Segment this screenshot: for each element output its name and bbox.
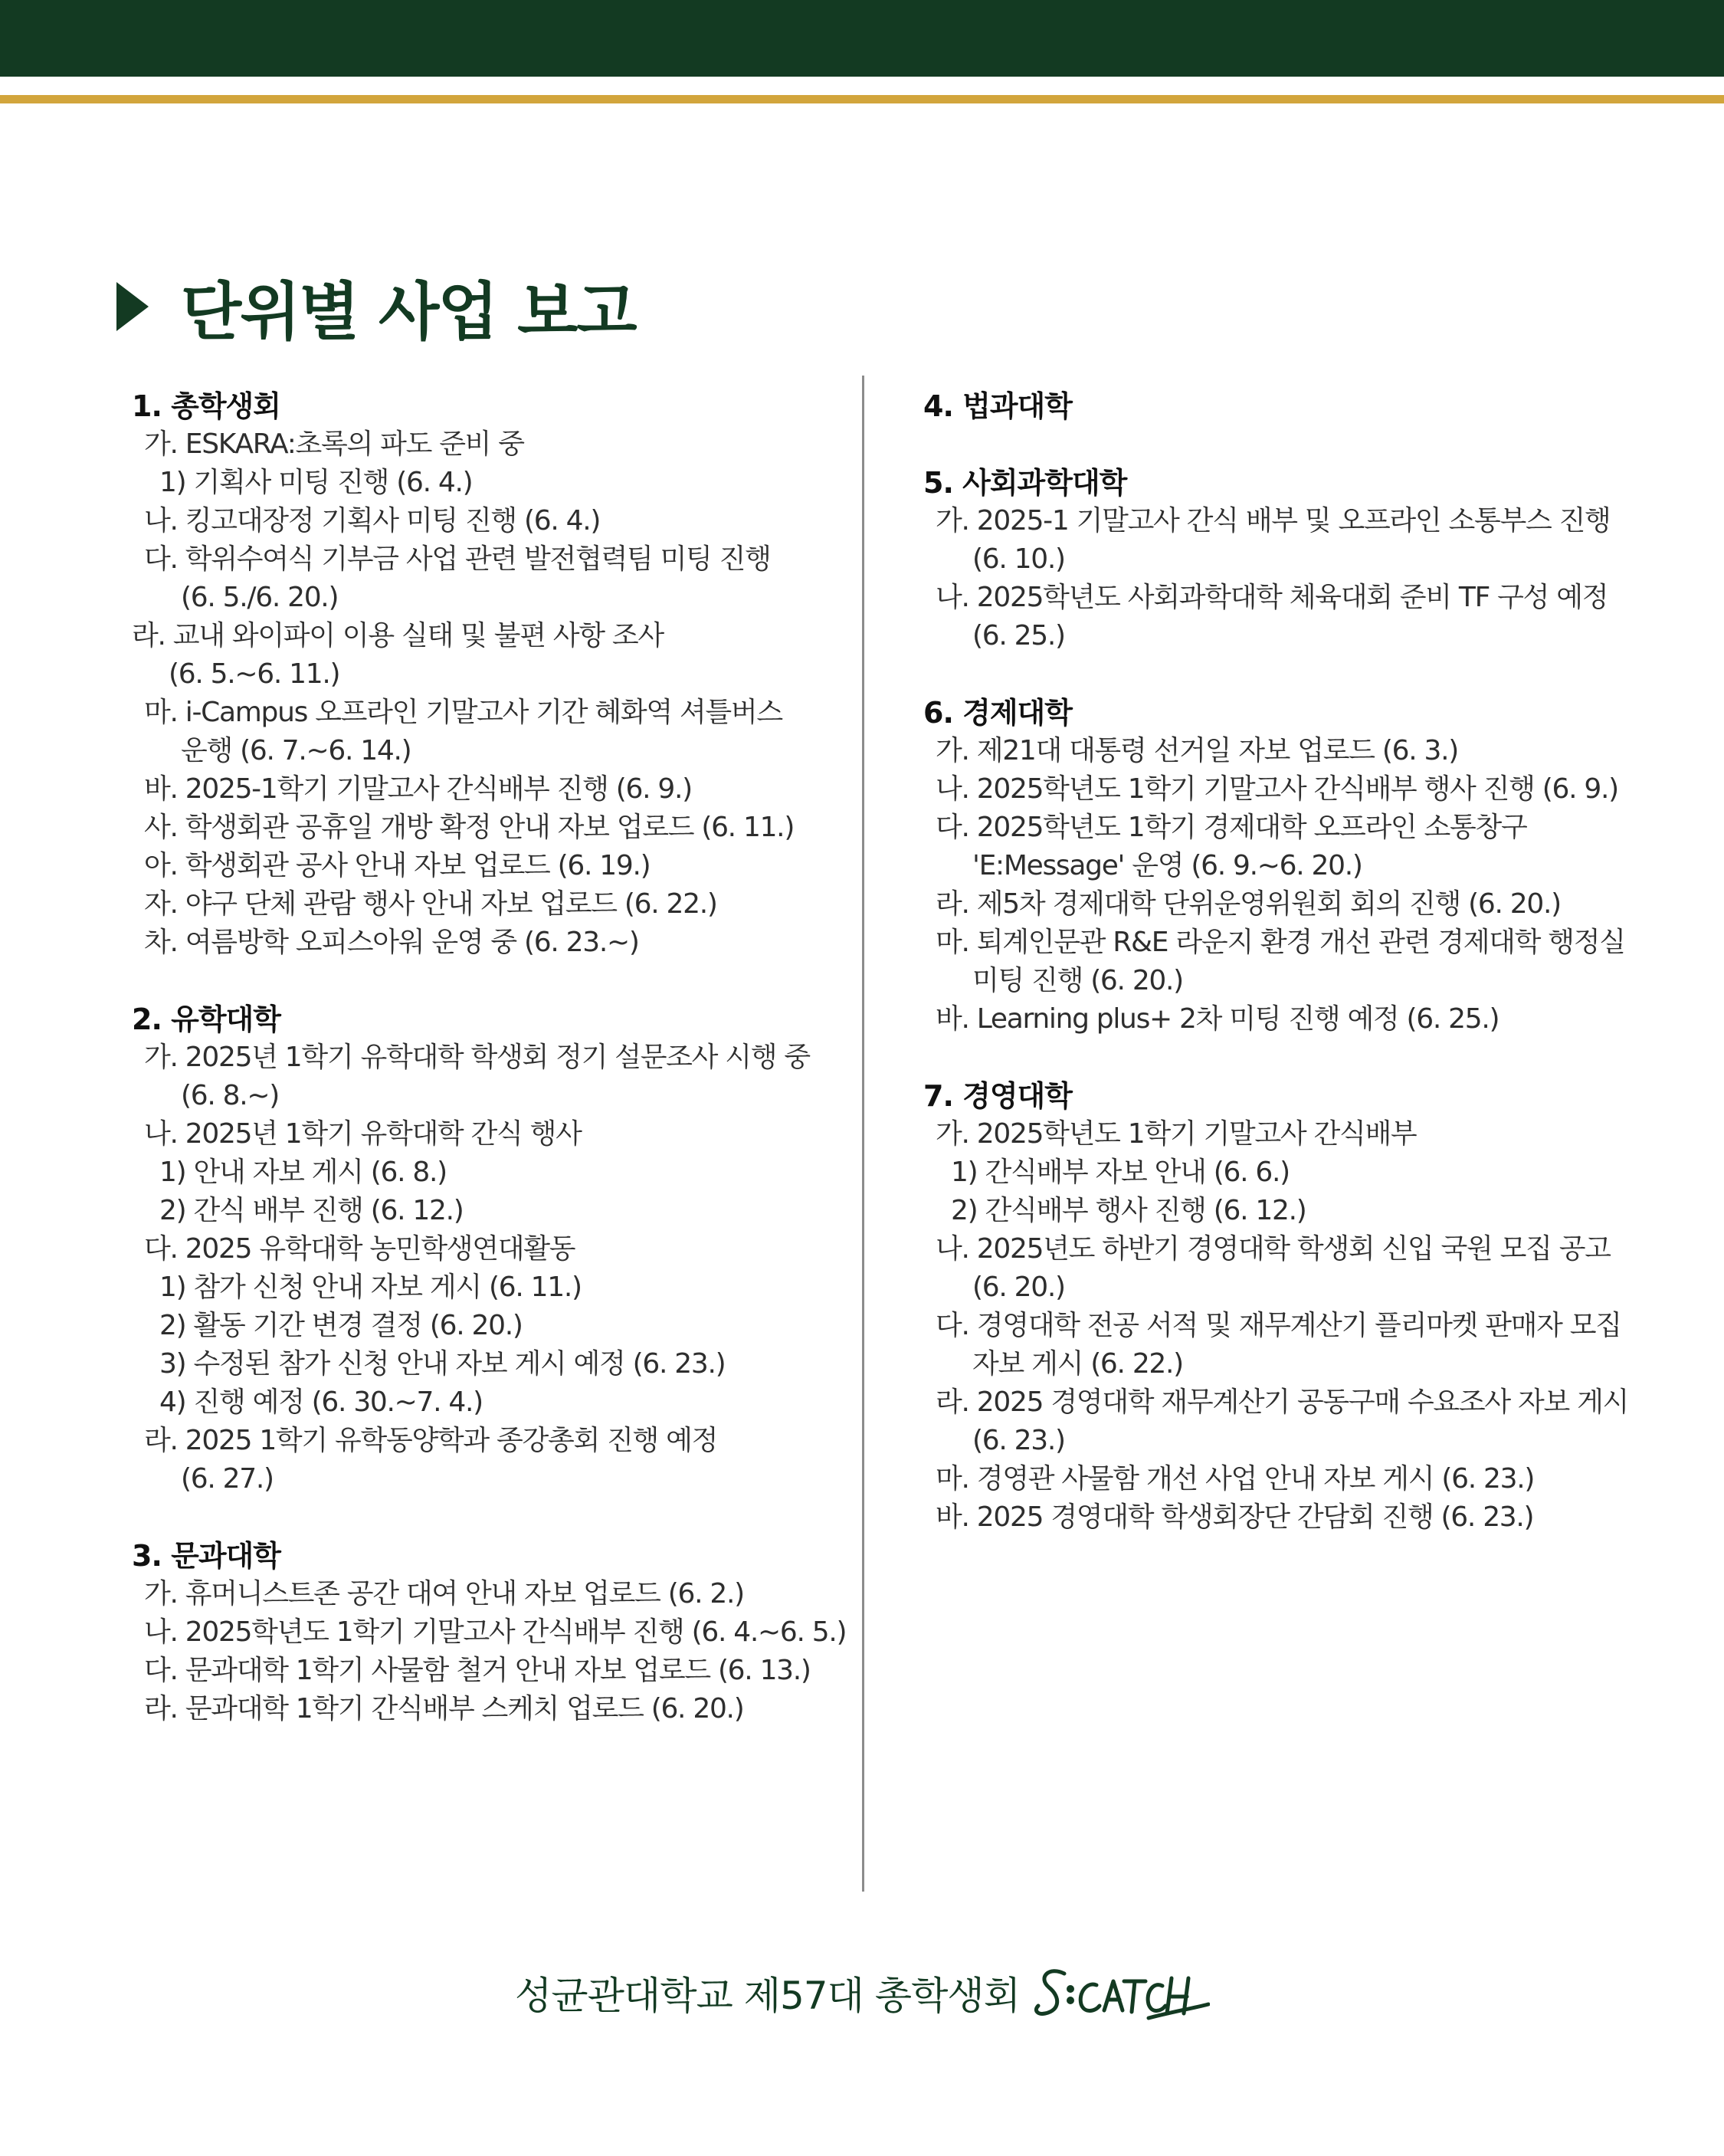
report-item-text: 다. 문과대학 1학기 사물함 철거 안내 자보 업로드 (6. 13.): [144, 1655, 811, 1686]
report-item: [132, 464, 852, 502]
report-item-text: 가. 제21대 대통령 선거일 자보 업로드 (6. 3.): [936, 735, 1459, 766]
scatch-logo: [1034, 1958, 1210, 2027]
report-item: [923, 809, 1697, 885]
report-item-text: 가. 2025학년도 1학기 기말고사 간식배부: [936, 1118, 1417, 1150]
report-item-text: 2) 간식 배부 진행 (6. 12.): [159, 1195, 464, 1226]
report-item: [132, 809, 852, 847]
left-column: [132, 387, 852, 1767]
report-item: [923, 732, 1697, 770]
report-item-text: 라. 2025 1학기 유학동양학과 종강총회 진행 예정: [144, 1425, 718, 1456]
section-title: 5. 사회과학대학: [923, 466, 1127, 500]
report-item: [132, 1268, 852, 1307]
report-item-continuation: (6. 10.): [972, 543, 1065, 575]
report-item-text: 아. 학생회관 공사 안내 자보 업로드 (6. 19.): [144, 850, 651, 881]
report-item-text: 2) 간식배부 행사 진행 (6. 12.): [951, 1195, 1306, 1226]
report-item-continuation: (6. 27.): [181, 1463, 274, 1495]
report-item: [923, 885, 1697, 924]
header-band: [0, 0, 1724, 77]
report-item: [923, 1498, 1697, 1537]
report-item: [132, 1652, 852, 1690]
report-item: [132, 1230, 852, 1268]
report-item-text: 다. 2025학년도 1학기 경제대학 오프라인 소통창구: [936, 812, 1527, 843]
report-item-continuation: (6. 25.): [972, 620, 1065, 651]
report-item: [132, 1383, 852, 1422]
report-item-continuation: (6. 5.~6. 11.): [169, 658, 340, 690]
report-section: [132, 1537, 852, 1728]
header-accent-line: [0, 95, 1724, 103]
report-item-text: 3) 수정된 참가 신청 안내 자보 게시 예정 (6. 23.): [159, 1348, 726, 1380]
section-title: 3. 문과대학: [132, 1539, 280, 1573]
section-title: 6. 경제대학: [923, 696, 1072, 730]
report-item-text: 가. ESKARA:초록의 파도 준비 중: [144, 428, 524, 460]
report-item: [132, 847, 852, 885]
report-item-continuation: (6. 23.): [972, 1425, 1065, 1456]
footer: [515, 1958, 1210, 2027]
report-item: [132, 502, 852, 540]
report-item: [132, 924, 852, 962]
report-item: [923, 502, 1697, 579]
report-item-continuation: 'E:Message' 운영 (6. 9.~6. 20.): [972, 850, 1362, 881]
report-item: [923, 1230, 1697, 1307]
section-title: 7. 경영대학: [923, 1079, 1072, 1113]
report-section: [132, 1000, 852, 1498]
report-item: [132, 770, 852, 809]
report-item-continuation: (6. 20.): [972, 1272, 1065, 1303]
report-item: [132, 1575, 852, 1613]
column-divider: [862, 376, 864, 1892]
report-item: [132, 1115, 852, 1153]
report-section: [923, 464, 1697, 655]
report-item: [132, 1422, 852, 1498]
report-section: [132, 387, 852, 962]
report-item-text: 1) 안내 자보 게시 (6. 8.): [159, 1157, 447, 1188]
report-item-text: 4) 진행 예정 (6. 30.~7. 4.): [159, 1386, 483, 1418]
report-section: [923, 1077, 1697, 1537]
report-item-text: 다. 학위수여식 기부금 사업 관련 발전협력팀 미팅 진행: [144, 543, 771, 575]
report-item-text: 바. Learning plus+ 2차 미팅 진행 예정 (6. 25.): [936, 1003, 1499, 1035]
report-item-text: 라. 2025 경영대학 재무계산기 공동구매 수요조사 자보 게시: [936, 1386, 1629, 1418]
report-item-text: 바. 2025-1학기 기말고사 간식배부 진행 (6. 9.): [144, 773, 692, 805]
report-item-continuation: 미팅 진행 (6. 20.): [972, 965, 1183, 996]
report-item: [132, 617, 852, 694]
report-item-text: 사. 학생회관 공휴일 개방 확정 안내 자보 업로드 (6. 11.): [144, 812, 795, 843]
report-item-text: 나. 킹고대장정 기획사 미팅 진행 (6. 4.): [144, 505, 601, 537]
report-item-text: 1) 기획사 미팅 진행 (6. 4.): [159, 467, 473, 498]
right-column: [923, 387, 1697, 1575]
report-item-text: 바. 2025 경영대학 학생회장단 간담회 진행 (6. 23.): [936, 1501, 1534, 1533]
report-item: [132, 540, 852, 617]
report-item-text: 1) 참가 신청 안내 자보 게시 (6. 11.): [159, 1272, 582, 1303]
report-item-text: 자. 야구 단체 관람 행사 안내 자보 업로드 (6. 22.): [144, 888, 717, 920]
report-item: [132, 1690, 852, 1728]
triangle-right-icon: [116, 282, 149, 331]
report-item: [923, 1383, 1697, 1460]
report-item-text: 나. 2025학년도 1학기 기말고사 간식배부 진행 (6. 4.~6. 5.): [144, 1616, 847, 1648]
report-item: [923, 770, 1697, 809]
report-item: [132, 1192, 852, 1230]
report-item: [923, 579, 1697, 655]
report-item-continuation: 자보 게시 (6. 22.): [972, 1348, 1183, 1380]
report-item: [132, 885, 852, 924]
report-item: [923, 924, 1697, 1000]
report-item-text: 마. i-Campus 오프라인 기말고사 기간 혜화역 셔틀버스: [144, 697, 782, 728]
footer-text: 성균관대학교 제57대 총학생회: [515, 1974, 1021, 2018]
report-item: [923, 1115, 1697, 1153]
page-title: 단위별 사업 보고: [181, 275, 636, 349]
report-item: [132, 1153, 852, 1192]
report-item-text: 차. 여름방학 오피스아워 운영 중 (6. 23.~): [144, 927, 639, 958]
report-item-text: 라. 교내 와이파이 이용 실태 및 불편 사항 조사: [132, 620, 664, 651]
report-item: [132, 1613, 852, 1652]
report-item: [923, 1307, 1697, 1383]
section-title: 2. 유학대학: [132, 1003, 280, 1036]
report-item-text: 마. 퇴계인문관 R&E 라운지 환경 개선 관련 경제대학 행정실: [936, 927, 1625, 958]
report-item: [132, 1039, 852, 1115]
report-item-text: 나. 2025학년도 사회과학대학 체육대회 준비 TF 구성 예정: [936, 582, 1608, 613]
report-item-text: 다. 2025 유학대학 농민학생연대활동: [144, 1233, 575, 1265]
report-item-text: 1) 간식배부 자보 안내 (6. 6.): [951, 1157, 1290, 1188]
report-section: [923, 694, 1697, 1039]
report-item-continuation: (6. 5./6. 20.): [181, 582, 339, 613]
report-item-text: 나. 2025년도 하반기 경영대학 학생회 신입 국원 모집 공고: [936, 1233, 1611, 1265]
report-item-text: 나. 2025년 1학기 유학대학 간식 행사: [144, 1118, 582, 1150]
report-item: [132, 694, 852, 770]
report-item: [923, 1192, 1697, 1230]
report-item: [923, 1153, 1697, 1192]
page-title-row: [116, 268, 636, 349]
section-title: 1. 총학생회: [132, 389, 280, 423]
report-item: [923, 1460, 1697, 1498]
report-item-text: 2) 활동 기간 변경 결정 (6. 20.): [159, 1310, 523, 1341]
report-item: [923, 1000, 1697, 1039]
report-item-text: 나. 2025학년도 1학기 기말고사 간식배부 행사 진행 (6. 9.): [936, 773, 1618, 805]
report-item: [132, 425, 852, 464]
report-section: [923, 387, 1697, 425]
report-item-continuation: 운행 (6. 7.~6. 14.): [181, 735, 411, 766]
report-item: [132, 1345, 852, 1383]
section-title: 4. 법과대학: [923, 389, 1072, 423]
report-item-text: 마. 경영관 사물함 개선 사업 안내 자보 게시 (6. 23.): [936, 1463, 1535, 1495]
report-item-text: 가. 2025년 1학기 유학대학 학생회 정기 설문조사 시행 중: [144, 1042, 810, 1073]
report-item-text: 라. 문과대학 1학기 간식배부 스케치 업로드 (6. 20.): [144, 1693, 744, 1724]
report-item: [132, 1307, 852, 1345]
report-item-text: 가. 휴머니스트존 공간 대여 안내 자보 업로드 (6. 2.): [144, 1578, 744, 1610]
report-item-text: 라. 제5차 경제대학 단위운영위원회 회의 진행 (6. 20.): [936, 888, 1561, 920]
report-item-continuation: (6. 8.~): [181, 1080, 279, 1111]
report-item-text: 다. 경영대학 전공 서적 및 재무계산기 플리마켓 판매자 모집: [936, 1310, 1621, 1341]
report-item-text: 가. 2025-1 기말고사 간식 배부 및 오프라인 소통부스 진행: [936, 505, 1611, 537]
